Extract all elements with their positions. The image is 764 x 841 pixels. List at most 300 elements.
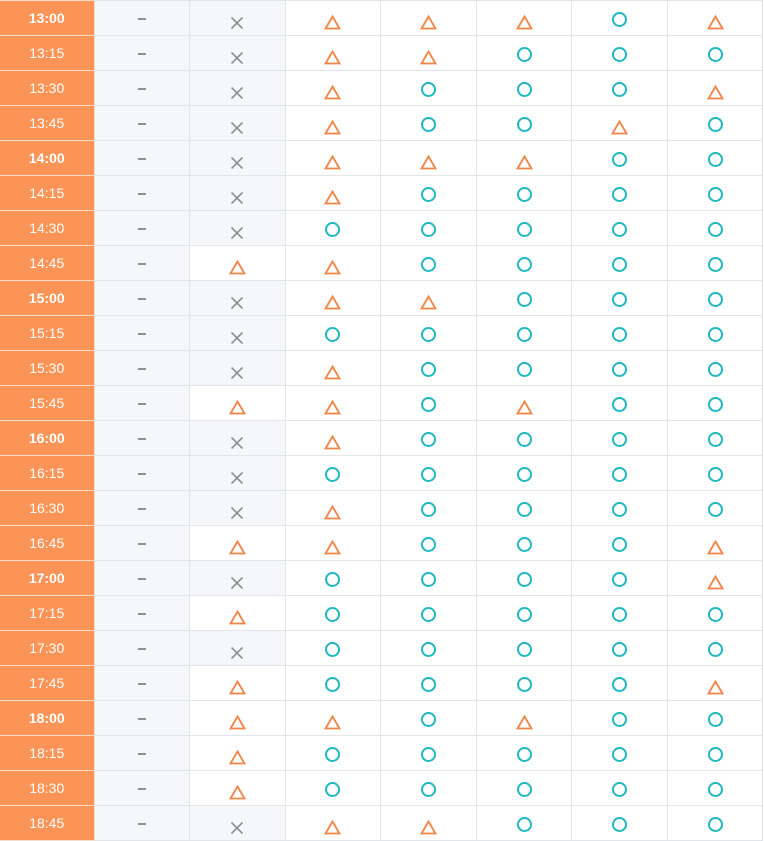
slot-unavailable [190, 806, 286, 841]
slot-limited[interactable] [667, 71, 763, 106]
circle-icon [421, 782, 436, 797]
slot-limited[interactable] [190, 736, 286, 771]
cross-icon [230, 292, 244, 306]
time-label: 14:45 [0, 246, 94, 281]
time-row [0, 421, 763, 456]
circle-icon [708, 607, 723, 622]
slot-none [94, 631, 190, 666]
slot-available[interactable] [476, 421, 572, 456]
slot-limited[interactable] [285, 421, 381, 456]
dash-icon [138, 788, 146, 790]
triangle-icon [324, 152, 341, 167]
slot-available[interactable] [667, 106, 763, 141]
slot-available[interactable] [667, 386, 763, 421]
slot-none [94, 351, 190, 386]
circle-icon [708, 152, 723, 167]
triangle-icon [420, 817, 437, 832]
triangle-icon [420, 292, 437, 307]
slot-limited[interactable] [190, 596, 286, 631]
slot-available[interactable] [667, 701, 763, 736]
triangle-icon [324, 712, 341, 727]
triangle-icon [324, 82, 341, 97]
slot-available[interactable] [381, 736, 477, 771]
cross-icon [230, 117, 244, 131]
time-row [0, 281, 763, 316]
triangle-icon [420, 12, 437, 27]
circle-icon [517, 607, 532, 622]
triangle-icon [324, 537, 341, 552]
slot-limited[interactable] [190, 771, 286, 806]
slot-limited[interactable] [190, 666, 286, 701]
circle-icon [421, 502, 436, 517]
time-row [0, 1, 763, 36]
slot-available[interactable] [381, 246, 477, 281]
slot-limited[interactable] [285, 281, 381, 316]
slot-available[interactable] [381, 631, 477, 666]
slot-unavailable [190, 561, 286, 596]
circle-icon [708, 187, 723, 202]
slot-limited[interactable] [667, 1, 763, 36]
time-label: 18:45 [0, 806, 94, 841]
cross-icon [230, 327, 244, 341]
triangle-icon [516, 12, 533, 27]
circle-icon [612, 782, 627, 797]
slot-available[interactable] [381, 316, 477, 351]
dash-icon [138, 438, 146, 440]
slot-limited[interactable] [190, 386, 286, 421]
triangle-icon [324, 817, 341, 832]
slot-available[interactable] [572, 351, 668, 386]
slot-available[interactable] [572, 141, 668, 176]
slot-available[interactable] [285, 561, 381, 596]
slot-none [94, 316, 190, 351]
circle-icon [517, 677, 532, 692]
circle-icon [612, 747, 627, 762]
slot-available[interactable] [381, 701, 477, 736]
slot-available[interactable] [285, 596, 381, 631]
slot-available[interactable] [572, 596, 668, 631]
time-row [0, 526, 763, 561]
slot-available[interactable] [572, 526, 668, 561]
slot-available[interactable] [667, 141, 763, 176]
slot-available[interactable] [381, 421, 477, 456]
slot-limited[interactable] [285, 106, 381, 141]
circle-icon [325, 467, 340, 482]
dash-icon [138, 18, 146, 20]
dash-icon [138, 53, 146, 55]
circle-icon [325, 327, 340, 342]
slot-unavailable [190, 71, 286, 106]
slot-available[interactable] [381, 386, 477, 421]
slot-available[interactable] [667, 596, 763, 631]
slot-available[interactable] [667, 281, 763, 316]
slot-available[interactable] [476, 596, 572, 631]
slot-available[interactable] [381, 351, 477, 386]
dash-icon [138, 613, 146, 615]
slot-none [94, 806, 190, 841]
circle-icon [325, 222, 340, 237]
slot-none [94, 386, 190, 421]
slot-available[interactable] [476, 246, 572, 281]
time-label: 17:45 [0, 666, 94, 701]
slot-available[interactable] [285, 316, 381, 351]
slot-available[interactable] [667, 176, 763, 211]
slot-available[interactable] [572, 71, 668, 106]
slot-available[interactable] [476, 456, 572, 491]
dash-icon [138, 158, 146, 160]
dash-icon [138, 193, 146, 195]
time-label: 13:15 [0, 36, 94, 71]
circle-icon [612, 187, 627, 202]
slot-available[interactable] [572, 631, 668, 666]
slot-available[interactable] [381, 456, 477, 491]
time-label: 16:00 [0, 421, 94, 456]
circle-icon [325, 677, 340, 692]
slot-available[interactable] [476, 491, 572, 526]
triangle-icon [229, 537, 246, 552]
slot-available[interactable] [572, 281, 668, 316]
slot-available[interactable] [476, 36, 572, 71]
circle-icon [612, 607, 627, 622]
slot-unavailable [190, 211, 286, 246]
triangle-icon [611, 117, 628, 132]
slot-limited[interactable] [572, 106, 668, 141]
triangle-icon [707, 537, 724, 552]
slot-available[interactable] [572, 561, 668, 596]
slot-none [94, 211, 190, 246]
time-row [0, 806, 763, 841]
slot-available[interactable] [476, 771, 572, 806]
slot-unavailable [190, 176, 286, 211]
slot-limited[interactable] [285, 246, 381, 281]
slot-unavailable [190, 141, 286, 176]
slot-limited[interactable] [381, 806, 477, 841]
triangle-icon [516, 712, 533, 727]
time-label: 13:30 [0, 71, 94, 106]
cross-icon [230, 47, 244, 61]
slot-available[interactable] [572, 211, 668, 246]
circle-icon [612, 82, 627, 97]
slot-available[interactable] [285, 211, 381, 246]
slot-available[interactable] [667, 491, 763, 526]
slot-available[interactable] [667, 316, 763, 351]
time-row [0, 596, 763, 631]
slot-available[interactable] [476, 351, 572, 386]
circle-icon [517, 642, 532, 657]
slot-limited[interactable] [285, 141, 381, 176]
slot-available[interactable] [667, 771, 763, 806]
time-row [0, 351, 763, 386]
slot-unavailable [190, 281, 286, 316]
circle-icon [708, 782, 723, 797]
time-row [0, 211, 763, 246]
triangle-icon [324, 187, 341, 202]
circle-icon [421, 362, 436, 377]
slot-available[interactable] [476, 316, 572, 351]
circle-icon [325, 747, 340, 762]
circle-icon [517, 117, 532, 132]
time-row [0, 631, 763, 666]
slot-limited[interactable] [667, 561, 763, 596]
slot-available[interactable] [572, 491, 668, 526]
slot-available[interactable] [572, 806, 668, 841]
slot-limited[interactable] [667, 666, 763, 701]
cross-icon [230, 467, 244, 481]
circle-icon [517, 467, 532, 482]
slot-none [94, 176, 190, 211]
slot-available[interactable] [572, 421, 668, 456]
dash-icon [138, 683, 146, 685]
time-label: 17:30 [0, 631, 94, 666]
circle-icon [612, 642, 627, 657]
cross-icon [230, 502, 244, 516]
slot-limited[interactable] [285, 176, 381, 211]
circle-icon [421, 747, 436, 762]
slot-available[interactable] [285, 456, 381, 491]
dash-icon [138, 718, 146, 720]
slot-none [94, 71, 190, 106]
cross-icon [230, 572, 244, 586]
slot-available[interactable] [667, 631, 763, 666]
circle-icon [708, 642, 723, 657]
slot-available[interactable] [381, 106, 477, 141]
cross-icon [230, 432, 244, 446]
slot-available[interactable] [285, 736, 381, 771]
slot-available[interactable] [285, 631, 381, 666]
slot-available[interactable] [572, 736, 668, 771]
circle-icon [612, 467, 627, 482]
circle-icon [708, 292, 723, 307]
slot-limited[interactable] [667, 526, 763, 561]
slot-limited[interactable] [381, 281, 477, 316]
time-label: 17:15 [0, 596, 94, 631]
slot-available[interactable] [572, 386, 668, 421]
time-label: 18:00 [0, 701, 94, 736]
triangle-icon [324, 432, 341, 447]
dash-icon [138, 368, 146, 370]
circle-icon [421, 327, 436, 342]
dash-icon [138, 123, 146, 125]
slot-unavailable [190, 421, 286, 456]
slot-available[interactable] [572, 36, 668, 71]
circle-icon [612, 817, 627, 832]
grid-body [0, 1, 763, 841]
slot-available[interactable] [572, 666, 668, 701]
slot-available[interactable] [476, 176, 572, 211]
slot-available[interactable] [667, 36, 763, 71]
slot-limited[interactable] [190, 701, 286, 736]
slot-none [94, 771, 190, 806]
triangle-icon [707, 572, 724, 587]
slot-limited[interactable] [285, 351, 381, 386]
slot-available[interactable] [667, 246, 763, 281]
slot-none [94, 36, 190, 71]
circle-icon [421, 642, 436, 657]
time-label: 18:15 [0, 736, 94, 771]
time-row [0, 666, 763, 701]
slot-limited[interactable] [285, 806, 381, 841]
circle-icon [421, 572, 436, 587]
circle-icon [612, 12, 627, 27]
slot-limited[interactable] [285, 71, 381, 106]
time-row [0, 246, 763, 281]
slot-none [94, 421, 190, 456]
slot-available[interactable] [381, 491, 477, 526]
circle-icon [421, 117, 436, 132]
cross-icon [230, 82, 244, 96]
cross-icon [230, 12, 244, 26]
slot-none [94, 1, 190, 36]
slot-available[interactable] [476, 666, 572, 701]
slot-available[interactable] [667, 211, 763, 246]
dash-icon [138, 263, 146, 265]
cross-icon [230, 642, 244, 656]
slot-limited[interactable] [381, 1, 477, 36]
slot-available[interactable] [572, 316, 668, 351]
circle-icon [612, 572, 627, 587]
circle-icon [517, 47, 532, 62]
time-label: 16:15 [0, 456, 94, 491]
slot-available[interactable] [476, 736, 572, 771]
circle-icon [517, 292, 532, 307]
slot-limited[interactable] [190, 246, 286, 281]
triangle-icon [707, 677, 724, 692]
time-row [0, 736, 763, 771]
circle-icon [517, 362, 532, 377]
slot-limited[interactable] [285, 1, 381, 36]
slot-limited[interactable] [476, 141, 572, 176]
triangle-icon [324, 117, 341, 132]
circle-icon [612, 362, 627, 377]
time-row [0, 316, 763, 351]
circle-icon [325, 642, 340, 657]
slot-available[interactable] [572, 771, 668, 806]
slot-limited[interactable] [476, 386, 572, 421]
slot-limited[interactable] [285, 526, 381, 561]
slot-available[interactable] [381, 176, 477, 211]
slot-available[interactable] [381, 666, 477, 701]
dash-icon [138, 333, 146, 335]
slot-available[interactable] [476, 106, 572, 141]
slot-unavailable [190, 36, 286, 71]
circle-icon [517, 327, 532, 342]
slot-limited[interactable] [285, 701, 381, 736]
circle-icon [708, 222, 723, 237]
slot-available[interactable] [667, 736, 763, 771]
dash-icon [138, 508, 146, 510]
triangle-icon [229, 677, 246, 692]
triangle-icon [229, 712, 246, 727]
slot-available[interactable] [572, 246, 668, 281]
dash-icon [138, 543, 146, 545]
circle-icon [708, 47, 723, 62]
time-label: 15:30 [0, 351, 94, 386]
circle-icon [517, 257, 532, 272]
slot-available[interactable] [572, 456, 668, 491]
slot-available[interactable] [476, 71, 572, 106]
circle-icon [325, 782, 340, 797]
slot-none [94, 141, 190, 176]
cross-icon [230, 152, 244, 166]
triangle-icon [229, 747, 246, 762]
slot-available[interactable] [476, 806, 572, 841]
slot-available[interactable] [572, 701, 668, 736]
slot-none [94, 701, 190, 736]
circle-icon [517, 782, 532, 797]
circle-icon [517, 222, 532, 237]
dash-icon [138, 88, 146, 90]
slot-available[interactable] [381, 771, 477, 806]
slot-limited[interactable] [285, 36, 381, 71]
time-row [0, 106, 763, 141]
circle-icon [517, 502, 532, 517]
slot-available[interactable] [667, 456, 763, 491]
slot-limited[interactable] [381, 36, 477, 71]
time-row [0, 36, 763, 71]
slot-available[interactable] [667, 421, 763, 456]
slot-available[interactable] [381, 596, 477, 631]
slot-available[interactable] [476, 211, 572, 246]
slot-available[interactable] [667, 806, 763, 841]
slot-none [94, 561, 190, 596]
slot-none [94, 281, 190, 316]
slot-available[interactable] [381, 71, 477, 106]
slot-available[interactable] [476, 631, 572, 666]
circle-icon [517, 747, 532, 762]
slot-available[interactable] [381, 561, 477, 596]
slot-available[interactable] [285, 771, 381, 806]
slot-limited[interactable] [476, 1, 572, 36]
circle-icon [612, 257, 627, 272]
triangle-icon [324, 47, 341, 62]
circle-icon [612, 152, 627, 167]
time-label: 15:15 [0, 316, 94, 351]
circle-icon [612, 292, 627, 307]
circle-icon [517, 187, 532, 202]
slot-available[interactable] [476, 526, 572, 561]
time-label: 13:45 [0, 106, 94, 141]
time-row [0, 771, 763, 806]
circle-icon [708, 432, 723, 447]
triangle-icon [707, 12, 724, 27]
slot-available[interactable] [381, 526, 477, 561]
dash-icon [138, 648, 146, 650]
slot-available[interactable] [476, 561, 572, 596]
slot-limited[interactable] [285, 491, 381, 526]
slot-none [94, 106, 190, 141]
slot-limited[interactable] [476, 701, 572, 736]
slot-available[interactable] [667, 351, 763, 386]
slot-unavailable [190, 456, 286, 491]
time-label: 15:00 [0, 281, 94, 316]
slot-available[interactable] [381, 211, 477, 246]
circle-icon [325, 607, 340, 622]
time-label: 18:30 [0, 771, 94, 806]
slot-limited[interactable] [285, 386, 381, 421]
time-row [0, 456, 763, 491]
circle-icon [421, 187, 436, 202]
time-row [0, 141, 763, 176]
slot-available[interactable] [285, 666, 381, 701]
slot-available[interactable] [572, 176, 668, 211]
triangle-icon [324, 362, 341, 377]
slot-limited[interactable] [381, 141, 477, 176]
triangle-icon [516, 152, 533, 167]
slot-limited[interactable] [190, 526, 286, 561]
slot-unavailable [190, 316, 286, 351]
slot-available[interactable] [476, 281, 572, 316]
slot-available[interactable] [572, 1, 668, 36]
